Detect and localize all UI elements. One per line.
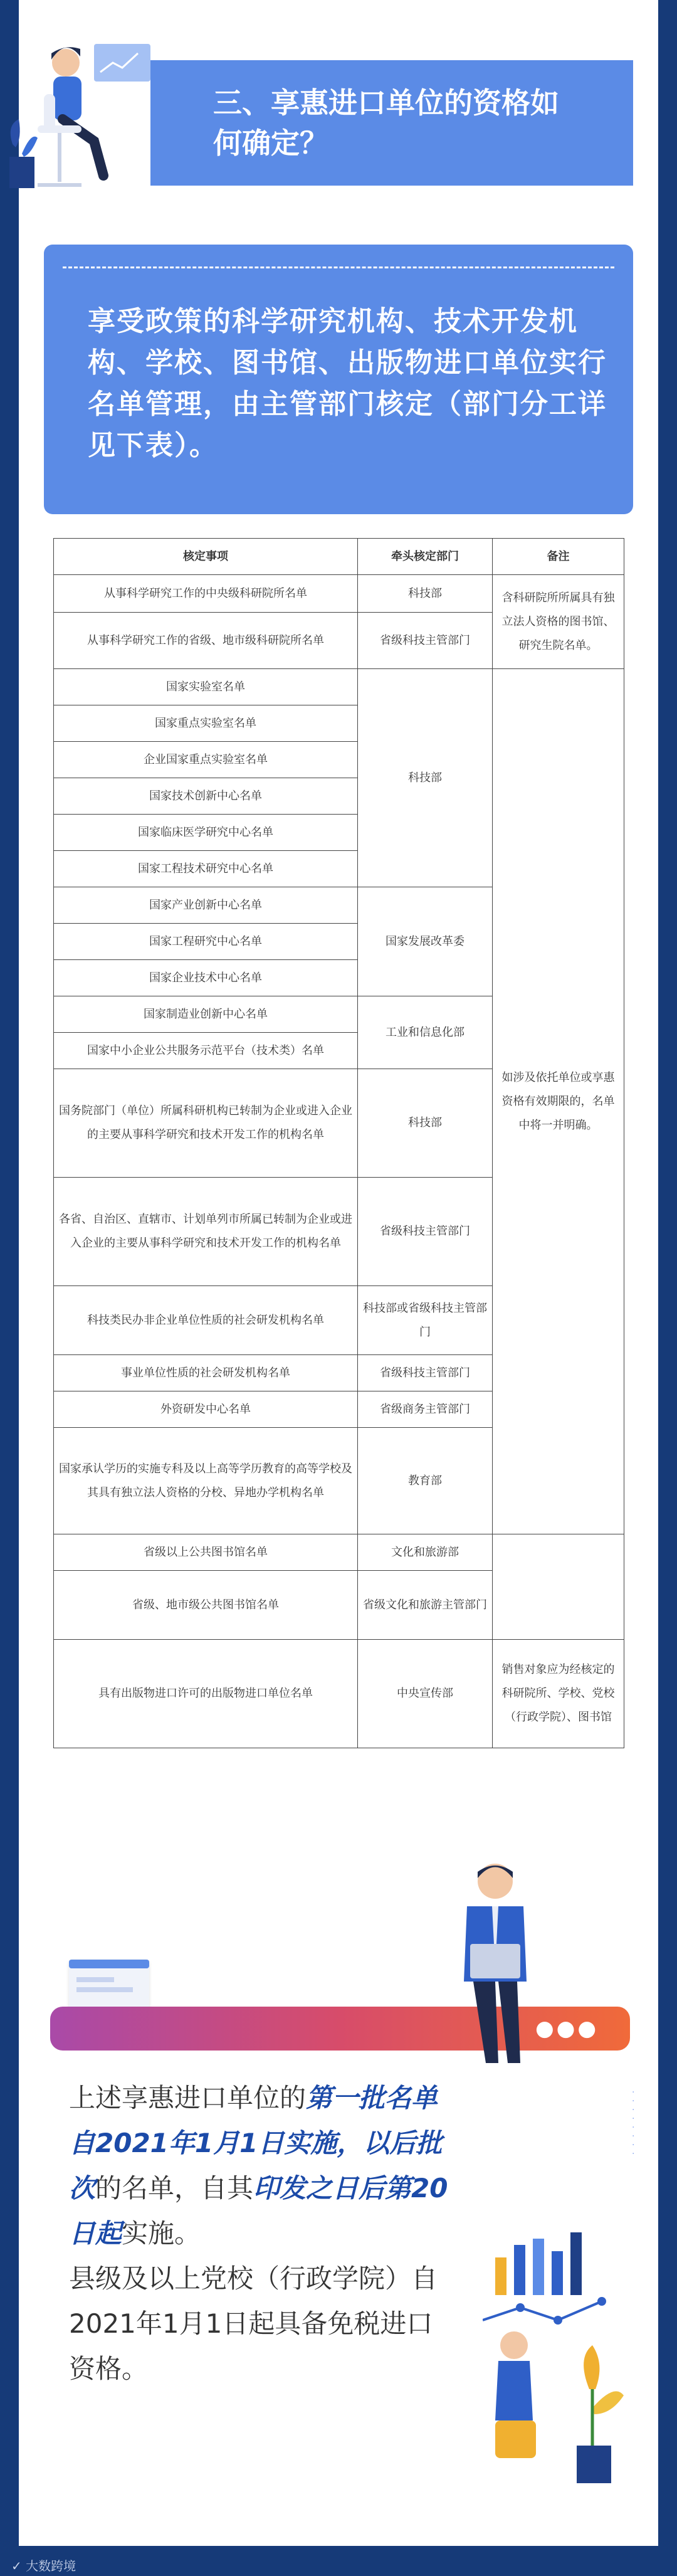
- lower-text-3: 的名单，自其: [95, 2173, 254, 2204]
- lower-text-5: 实施。: [122, 2218, 201, 2249]
- table-cell-note: 含科研院所所属具有独立法人资格的图书馆、研究生院名单。: [493, 575, 624, 669]
- side-dots-decoration: · · · · · · · ·: [632, 2088, 635, 2159]
- table-cell-item: 省级以上公共图书馆名单: [54, 1534, 358, 1571]
- lower-highlight-2: 印发之日后第20日起: [69, 2173, 448, 2249]
- lower-text-1: 上述享惠进口单位的: [69, 2082, 307, 2113]
- table-cell-item: 具有出版物进口许可的出版物进口单位名单: [54, 1640, 358, 1748]
- table-cell-dept: 科技部或省级科技主管部门: [358, 1286, 493, 1355]
- table-cell-item: 国家产业创新中心名单: [54, 887, 358, 924]
- table-cell-dept: 省级科技主管部门: [358, 613, 493, 669]
- footer-logo: [11, 2556, 76, 2574]
- section-title-line1: 三、享惠进口单位的资格如: [213, 86, 559, 120]
- table-cell-dept: 中央宣传部: [358, 1640, 493, 1748]
- table-header-row: [54, 539, 624, 575]
- table-cell-item: 国家承认学历的实施专科及以上高等学历教育的高等学校及其具有独立法人资格的分校、异地办学机构名单: [54, 1428, 358, 1534]
- table-cell-item: 国家中小企业公共服务示范平台（技术类）名单: [54, 1033, 358, 1069]
- table-cell-dept: 工业和信息化部: [358, 996, 493, 1069]
- woman-at-desk-illustration: [0, 19, 163, 213]
- table-row: [54, 669, 624, 705]
- table-cell-item: 企业国家重点实验室名单: [54, 742, 358, 778]
- table-row: [54, 575, 624, 613]
- lower-paragraph: [69, 2076, 458, 2392]
- section-title-banner: [150, 60, 633, 186]
- table-cell-dept: 教育部: [358, 1428, 493, 1534]
- table-cell-dept: 省级商务主管部门: [358, 1391, 493, 1428]
- screen-card-icon: [69, 1960, 149, 2011]
- table-cell-item: 国家工程技术研究中心名单: [54, 851, 358, 887]
- table-cell-item: 从事科学研究工作的中央级科研院所名单: [54, 575, 358, 613]
- table-header-item: 核定事项: [54, 539, 358, 575]
- table-cell-item: 外资研发中心名单: [54, 1391, 358, 1428]
- growth-bars-illustration: [483, 2232, 627, 2521]
- table-cell-item: 国家工程研究中心名单: [54, 924, 358, 960]
- footer-logo-icon: ✓: [11, 2558, 22, 2573]
- table-cell-item: 国务院部门（单位）所属科研机构已转制为企业或进入企业的主要从事科学研究和技术开发工作的机构名单: [54, 1069, 358, 1178]
- table-row: [54, 1571, 624, 1640]
- table-row: [54, 1640, 624, 1748]
- man-with-laptop-illustration: [439, 1856, 552, 2082]
- table-cell-item: 事业单位性质的社会研发机构名单: [54, 1355, 358, 1391]
- intro-text: 享受政策的科学研究机构、技术开发机构、学校、图书馆、出版物进口单位实行名单管理，由主管部门核定（部门分工详见下表）。: [88, 305, 607, 462]
- approval-table: [53, 538, 624, 1748]
- table-cell-item: 从事科学研究工作的省级、地市级科研院所名单: [54, 613, 358, 669]
- section-title-line2: 何确定？: [213, 126, 328, 160]
- table-cell-note: 如涉及依托单位或享惠资格有效期限的，名单中将一并明确。: [493, 669, 624, 1534]
- table-cell-item: 国家重点实验室名单: [54, 705, 358, 742]
- lower-highlight-1: 第一批名单自2021年1月1日实施，以后批次: [69, 2082, 443, 2204]
- table-cell-dept: 国家发展改革委: [358, 887, 493, 996]
- table-cell-dept: 科技部: [358, 669, 493, 887]
- intro-divider: [63, 267, 614, 268]
- table-cell-item: 国家企业技术中心名单: [54, 960, 358, 996]
- table-header-note: 备注: [493, 539, 624, 575]
- table-header-dept: 牵头核定部门: [358, 539, 493, 575]
- table-cell-item: 国家实验室名单: [54, 669, 358, 705]
- more-dots-icon: ●●●: [535, 2016, 599, 2041]
- table-cell-note: 销售对象应为经核定的科研院所、学校、党校（行政学院）、图书馆: [493, 1640, 624, 1748]
- table-cell-dept: 科技部: [358, 575, 493, 613]
- table-cell-dept: 省级科技主管部门: [358, 1355, 493, 1391]
- footer-logo-text: 大数跨境: [26, 2558, 76, 2573]
- table-cell-item: 国家技术创新中心名单: [54, 778, 358, 815]
- table-cell-item: 省级、地市级公共图书馆名单: [54, 1571, 358, 1640]
- table-cell-item: 国家制造业创新中心名单: [54, 996, 358, 1033]
- table-row: [54, 1534, 624, 1571]
- table-cell-dept: 省级科技主管部门: [358, 1178, 493, 1286]
- table-cell-item: 国家临床医学研究中心名单: [54, 815, 358, 851]
- table-cell-item: 各省、自治区、直辖市、计划单列市所属已转制为企业或进入企业的主要从事科学研究和技术开发工作的机构名单: [54, 1178, 358, 1286]
- table-cell-dept: 科技部: [358, 1069, 493, 1178]
- table-cell-item: 科技类民办非企业单位性质的社会研发机构名单: [54, 1286, 358, 1355]
- lower-text-6: 县级及以上党校（行政学院）自2021年1月1日起具备免税进口资格。: [69, 2263, 438, 2384]
- table-cell-dept: 省级文化和旅游主管部门: [358, 1571, 493, 1640]
- screen-card-illustration: [69, 1960, 149, 2011]
- table-cell-dept: 文化和旅游部: [358, 1534, 493, 1571]
